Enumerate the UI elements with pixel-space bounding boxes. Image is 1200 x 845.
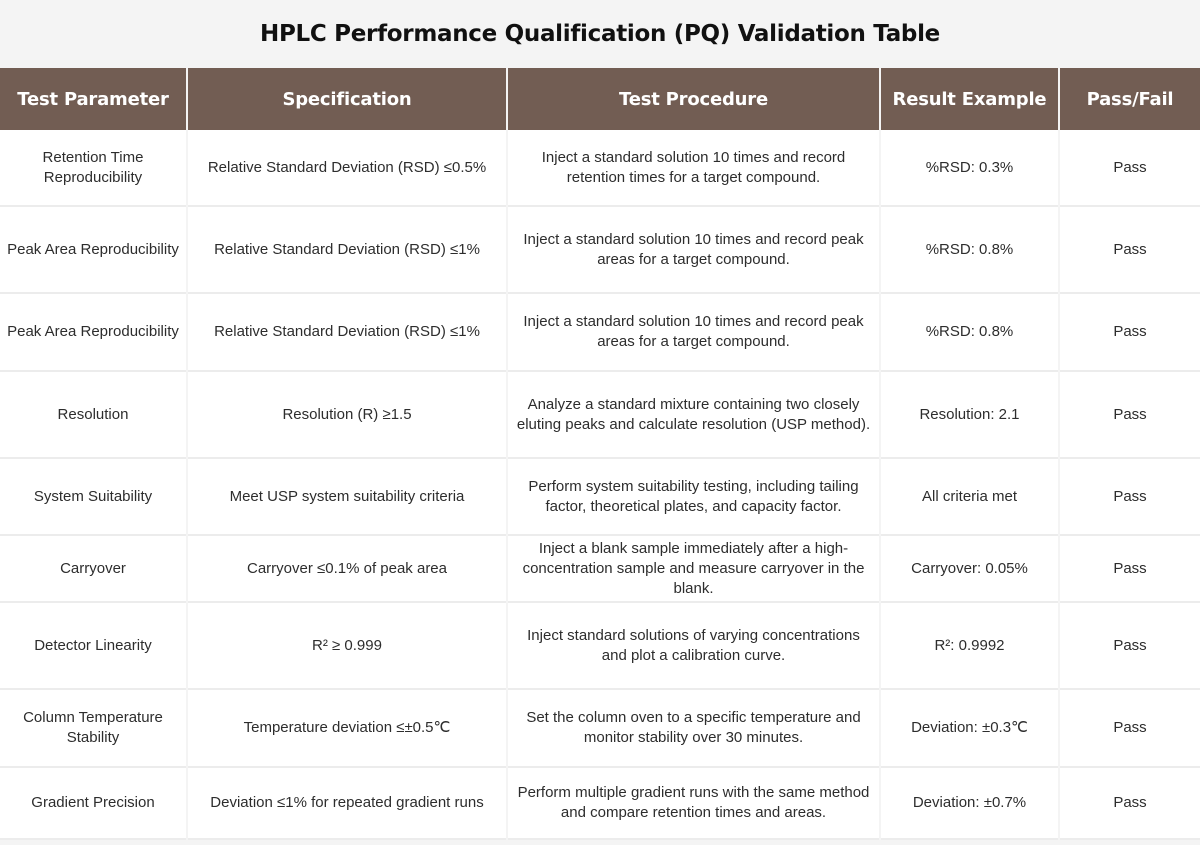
cell-result-example: Deviation: ±0.3℃ — [881, 690, 1058, 768]
cell-test-procedure: Inject a standard solution 10 times and record retention times for a target compound. — [508, 130, 879, 207]
cell-result-example: Resolution: 2.1 — [881, 372, 1058, 459]
table-row — [0, 536, 1200, 603]
cell-test-procedure: Set the column oven to a specific temperature and monitor stability over 30 minutes. — [508, 690, 879, 768]
cell-test-parameter: Gradient Precision — [0, 768, 186, 840]
table-row — [0, 690, 1200, 768]
cell-pass-fail: Pass — [1060, 294, 1200, 372]
cell-pass-fail: Pass — [1060, 768, 1200, 840]
cell-pass-fail: Pass — [1060, 130, 1200, 207]
cell-result-example: Deviation: ±0.7% — [881, 768, 1058, 840]
cell-result-example: %RSD: 0.3% — [881, 130, 1058, 207]
header-row — [0, 68, 1200, 130]
cell-specification: Carryover ≤0.1% of peak area — [188, 536, 506, 603]
cell-specification: Relative Standard Deviation (RSD) ≤1% — [188, 294, 506, 372]
cell-result-example: All criteria met — [881, 459, 1058, 536]
table-header — [0, 68, 1200, 130]
header-result-example: Result Example — [881, 68, 1058, 130]
cell-specification: Resolution (R) ≥1.5 — [188, 372, 506, 459]
table-row — [0, 130, 1200, 207]
header-specification: Specification — [188, 68, 506, 130]
cell-test-parameter: Detector Linearity — [0, 603, 186, 690]
cell-test-parameter: Peak Area Reproducibility — [0, 294, 186, 372]
cell-pass-fail: Pass — [1060, 603, 1200, 690]
table-row — [0, 459, 1200, 536]
cell-test-parameter: Resolution — [0, 372, 186, 459]
cell-test-parameter: Column Temperature Stability — [0, 690, 186, 768]
cell-test-procedure: Inject a blank sample immediately after a high-concentration sample and measure carryover in the blank. — [508, 536, 879, 603]
cell-test-parameter: Carryover — [0, 536, 186, 603]
cell-test-parameter: Retention Time Reproducibility — [0, 130, 186, 207]
cell-pass-fail: Pass — [1060, 536, 1200, 603]
validation-table — [0, 68, 1200, 840]
cell-test-procedure: Inject standard solutions of varying concentrations and plot a calibration curve. — [508, 603, 879, 690]
table-row — [0, 207, 1200, 294]
cell-test-procedure: Inject a standard solution 10 times and record peak areas for a target compound. — [508, 294, 879, 372]
cell-test-procedure: Perform system suitability testing, including tailing factor, theoretical plates, and capacity factor. — [508, 459, 879, 536]
cell-specification: Relative Standard Deviation (RSD) ≤1% — [188, 207, 506, 294]
cell-result-example: Carryover: 0.05% — [881, 536, 1058, 603]
cell-pass-fail: Pass — [1060, 690, 1200, 768]
header-test-parameter: Test Parameter — [0, 68, 186, 130]
cell-pass-fail: Pass — [1060, 372, 1200, 459]
cell-test-procedure: Perform multiple gradient runs with the same method and compare retention times and areas. — [508, 768, 879, 840]
table-body — [0, 130, 1200, 840]
cell-result-example: %RSD: 0.8% — [881, 294, 1058, 372]
cell-result-example: %RSD: 0.8% — [881, 207, 1058, 294]
cell-test-parameter: System Suitability — [0, 459, 186, 536]
page-title: HPLC Performance Qualification (PQ) Validation Table — [260, 21, 940, 47]
cell-specification: Temperature deviation ≤±0.5℃ — [188, 690, 506, 768]
cell-test-procedure: Analyze a standard mixture containing two closely eluting peaks and calculate resolution (USP method). — [508, 372, 879, 459]
header-pass-fail: Pass/Fail — [1060, 68, 1200, 130]
cell-specification: Deviation ≤1% for repeated gradient runs — [188, 768, 506, 840]
header-test-procedure: Test Procedure — [508, 68, 879, 130]
cell-pass-fail: Pass — [1060, 459, 1200, 536]
cell-specification: Relative Standard Deviation (RSD) ≤0.5% — [188, 130, 506, 207]
table-row — [0, 603, 1200, 690]
cell-test-parameter: Peak Area Reproducibility — [0, 207, 186, 294]
table-row — [0, 294, 1200, 372]
cell-specification: R² ≥ 0.999 — [188, 603, 506, 690]
cell-pass-fail: Pass — [1060, 207, 1200, 294]
table-row — [0, 372, 1200, 459]
table-row — [0, 768, 1200, 840]
cell-result-example: R²: 0.9992 — [881, 603, 1058, 690]
cell-specification: Meet USP system suitability criteria — [188, 459, 506, 536]
cell-test-procedure: Inject a standard solution 10 times and record peak areas for a target compound. — [508, 207, 879, 294]
